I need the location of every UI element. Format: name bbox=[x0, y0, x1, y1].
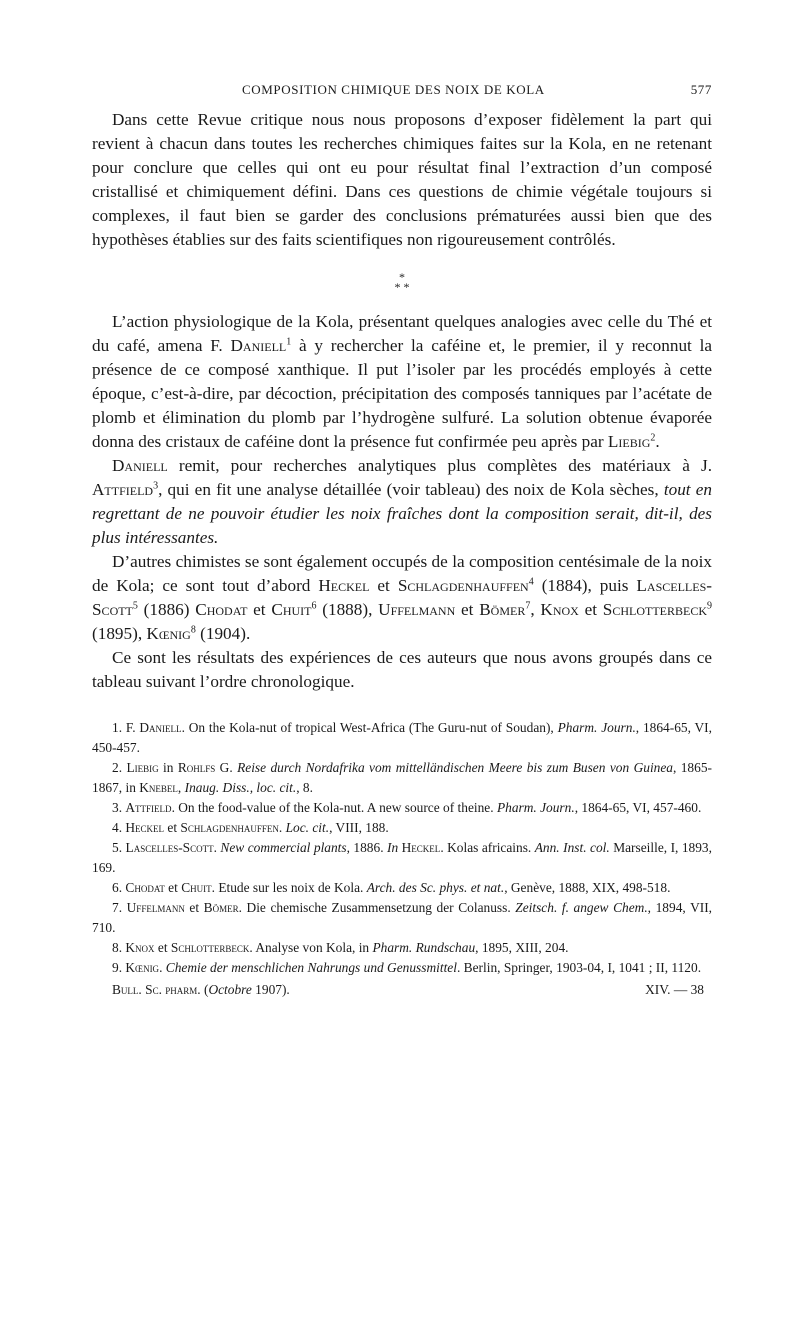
footnote-2 bbox=[92, 758, 712, 798]
author-name: Knebel bbox=[139, 780, 178, 795]
paragraph-table-intro: Ce sont les résultats des expériences de ces auteurs que nous avons groupés dans ce tableau suivant l’ordre chronologique. bbox=[92, 648, 712, 691]
author-name: Schlagdenhauffen bbox=[180, 820, 279, 835]
text: , VIII, 188. bbox=[329, 820, 389, 835]
author-name: Kœnig bbox=[125, 960, 160, 975]
paragraph-daniell bbox=[92, 310, 712, 454]
footnote-ref: 2 bbox=[650, 432, 656, 444]
text: . On the food-value of the Kola-nut. A new source of theine. bbox=[171, 800, 497, 815]
author-name: Liebig bbox=[126, 760, 159, 775]
footnote-4 bbox=[92, 818, 712, 838]
journal-name: Bull. Sc. pharm. bbox=[112, 982, 201, 997]
text: 8. bbox=[112, 940, 126, 955]
author-name: Attfield bbox=[92, 480, 154, 499]
running-header bbox=[92, 82, 712, 98]
text: (1895), bbox=[92, 624, 147, 643]
text: Marseille, I, 1893, 169. bbox=[92, 840, 712, 875]
text: 1907). bbox=[251, 982, 290, 997]
author-name: Heckel bbox=[318, 576, 370, 595]
author-name: Attfield bbox=[125, 800, 172, 815]
footnote-8 bbox=[92, 938, 712, 958]
author-name: Schlotterbeck bbox=[602, 600, 708, 619]
text: . Berlin, Springer, 1903-04, I, 1041 ; II, 1120. bbox=[456, 960, 702, 975]
text: . bbox=[213, 840, 221, 855]
footnote-ref: 7 bbox=[525, 600, 531, 612]
text: , qui en fit une analyse détaillée (voir tableau) des noix de Kola sèches, bbox=[158, 480, 664, 499]
citation-ref: Inaug. Diss., loc. cit. bbox=[184, 780, 297, 795]
text: , 1864-65, VI, 450-457. bbox=[92, 720, 712, 755]
text: L’action physiologique de la Kola, présentant quelques analogies avec celle du Thé et du café, amena F. bbox=[92, 312, 712, 355]
footnote-6 bbox=[92, 878, 712, 898]
text: 6. bbox=[112, 880, 126, 895]
text: , bbox=[530, 600, 541, 619]
text: et bbox=[164, 820, 181, 835]
text: 3. bbox=[112, 800, 126, 815]
text: (1888), bbox=[316, 600, 379, 619]
footnote-ref: 3 bbox=[153, 480, 159, 492]
text: . Kolas africains. bbox=[440, 840, 535, 855]
page-footer bbox=[92, 982, 712, 998]
author-name: Daniell bbox=[139, 720, 182, 735]
text: (1884), puis bbox=[533, 576, 637, 595]
text: 5. bbox=[112, 840, 126, 855]
text: 4. bbox=[112, 820, 126, 835]
text: , 1886. bbox=[346, 840, 388, 855]
book-title: Chemie der menschlichen Nahrungs und Genussmittel bbox=[165, 960, 457, 975]
author-name: Kœnig bbox=[146, 624, 191, 643]
text: . bbox=[278, 820, 286, 835]
text: . Etude sur les noix de Kola. bbox=[211, 880, 367, 895]
text: . Analyse von Kola, in bbox=[249, 940, 373, 955]
asterisk-top: * bbox=[399, 270, 405, 284]
text: , 8. bbox=[296, 780, 313, 795]
author-name: Knox bbox=[125, 940, 155, 955]
footnote-ref: 6 bbox=[311, 600, 317, 612]
text: , 1865-1867, in bbox=[92, 760, 712, 795]
text: , 1864-65, VI, 457-460. bbox=[574, 800, 702, 815]
text: et bbox=[154, 940, 171, 955]
text: in bbox=[158, 760, 178, 775]
text: G. bbox=[215, 760, 238, 775]
author-name: Bömer bbox=[479, 600, 526, 619]
footnote-9 bbox=[92, 958, 712, 978]
author-name: Schlotterbeck bbox=[170, 940, 250, 955]
footnote-ref: 1 bbox=[286, 336, 292, 348]
author-name: Lascelles-Scott bbox=[92, 576, 712, 619]
text: . bbox=[159, 960, 166, 975]
text: (1904). bbox=[195, 624, 251, 643]
paragraph-other-chemists bbox=[92, 550, 712, 646]
author-name: Chodat bbox=[125, 880, 165, 895]
text: à y rechercher la caféine et, le premier, il y reconnut la présence de ce composé xanthique. Il put l’isoler par les procédés employés à cette époque, c’est-à-dire, par décoction, précipitation des composés tanniques par l’acétate de plomb et élimination du plomb par l’hydrogène sulfuré. La solution obtenue évaporée donna des cristaux de caféine dont la présence fut confirmée peu après par bbox=[92, 336, 713, 451]
text: , 1894, VII, 710. bbox=[92, 900, 713, 935]
text: 7. bbox=[112, 900, 127, 915]
text: . bbox=[655, 432, 660, 451]
author-name: Heckel bbox=[401, 840, 441, 855]
article-body bbox=[92, 108, 712, 694]
text: et bbox=[578, 600, 603, 619]
page-number: 577 bbox=[690, 82, 712, 97]
footnote-5 bbox=[92, 838, 712, 878]
text: In bbox=[387, 840, 399, 855]
text: (1886) bbox=[137, 600, 196, 619]
book-title: New commercial plants bbox=[220, 840, 347, 855]
text: et bbox=[184, 900, 204, 915]
author-name: Knox bbox=[540, 600, 579, 619]
text: et bbox=[247, 600, 272, 619]
issue-month: Octobre bbox=[208, 982, 252, 997]
journal-title: Pharm. Journ. bbox=[557, 720, 636, 735]
italic-quote: tout en regrettant de ne pouvoir étudier les noix fraîches dont la composition serait, dit-il, des plus intéressantes. bbox=[92, 480, 712, 547]
asterisks-bottom: * * bbox=[394, 280, 410, 294]
journal-signature bbox=[112, 982, 290, 998]
text: et bbox=[164, 880, 182, 895]
text: et bbox=[369, 576, 398, 595]
journal-title: Ann. Inst. col. bbox=[534, 840, 610, 855]
text: 2. bbox=[112, 760, 127, 775]
paragraph-attfield bbox=[92, 454, 712, 550]
author-name: Liebig bbox=[607, 432, 651, 451]
book-title: Reise durch Nordafrika vom mittelländischen Meere bis zum Busen von Guinea bbox=[237, 760, 673, 775]
author-name: Schlagdenhauffen bbox=[397, 576, 529, 595]
journal-title: Pharm. Rundschau bbox=[372, 940, 476, 955]
author-name: Heckel bbox=[125, 820, 165, 835]
footnote-ref: 8 bbox=[190, 624, 196, 636]
footnote-3 bbox=[92, 798, 712, 818]
footnotes bbox=[92, 718, 712, 978]
author-name: Uffelmann bbox=[126, 900, 185, 915]
running-title: COMPOSITION CHIMIQUE DES NOIX DE KOLA bbox=[242, 82, 545, 97]
author-name: Chodat bbox=[195, 600, 248, 619]
footnote-1 bbox=[92, 718, 712, 758]
text: , 1895, XIII, 204. bbox=[475, 940, 569, 955]
text: ( bbox=[200, 982, 209, 997]
footnote-ref: 9 bbox=[707, 600, 713, 612]
author-name: Daniell bbox=[230, 336, 287, 355]
page bbox=[92, 82, 712, 998]
author-name: Lascelles-Scott bbox=[125, 840, 214, 855]
text: , Genève, 1888, XIX, 498-518. bbox=[504, 880, 671, 895]
footnote-7 bbox=[92, 898, 712, 938]
text: D’autres chimistes se sont également occupés de la composition centésimale de la noix de Kola; ce sont tout d’abord bbox=[92, 552, 712, 595]
author-name: Uffelmann bbox=[378, 600, 456, 619]
citation-ref: Loc. cit. bbox=[285, 820, 330, 835]
author-name: Rohlfs bbox=[177, 760, 216, 775]
paragraph-intro: Dans cette Revue critique nous nous proposons d’exposer fidèlement la part qui revient à chacun dans toutes les recherches chimiques faites sur la Kola, en ne retenant pour conclure que celles qui ont eu pour résultat final l’extraction d’un composé cristallisé et chimiquement défini. Dans ces questions de chimie végétale toujours si complexes, il faut bien se garder des conclusions prématurées aussi bien que des hypothèses établies sur des faits scientifiques non rigoureusement contrôlés. bbox=[92, 110, 712, 249]
text: . Die chemische Zusammensetzung der Colanuss. bbox=[238, 900, 516, 915]
author-name: Chuit bbox=[271, 600, 312, 619]
journal-title: Pharm. Journ. bbox=[496, 800, 575, 815]
author-name: Bömer bbox=[203, 900, 239, 915]
footnote-ref: 4 bbox=[528, 576, 534, 588]
text: 9. bbox=[112, 960, 126, 975]
footnote-ref: 5 bbox=[132, 600, 138, 612]
text: 1. F. bbox=[112, 720, 140, 735]
text: . On the Kola-nut of tropical West-Africa (The Guru-nut of Soudan), bbox=[181, 720, 558, 735]
journal-title: Zeitsch. f. angew Chem. bbox=[515, 900, 648, 915]
section-separator bbox=[92, 272, 712, 292]
author-name: Daniell bbox=[112, 456, 168, 475]
author-name: Chuit bbox=[181, 880, 212, 895]
text: , bbox=[177, 780, 185, 795]
text: et bbox=[455, 600, 480, 619]
journal-title: Arch. des Sc. phys. et nat. bbox=[366, 880, 505, 895]
text: remit, pour recherches analytiques plus complètes des matériaux à J. bbox=[167, 456, 712, 475]
volume-signature: XIV. — 38 bbox=[645, 982, 704, 997]
